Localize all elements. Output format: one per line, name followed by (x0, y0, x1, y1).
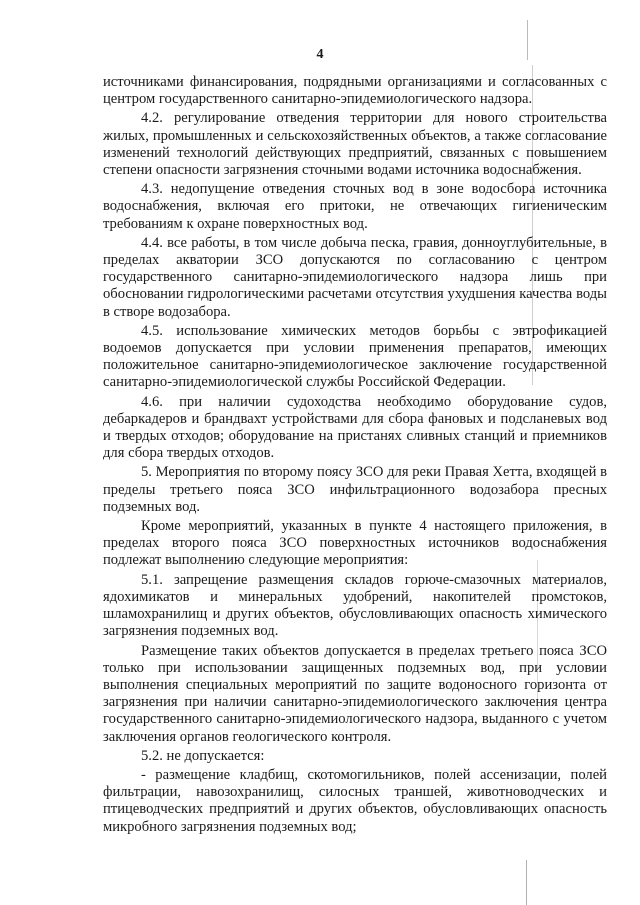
paragraph: 5.2. не допускается: (141, 747, 265, 764)
scan-artifact-line (526, 860, 527, 905)
paragraph: 4.2. регулирование отведения территории для нового строительства жилых, промышленных и сельскохозяйственных объектов, а также согласование изменений технологий действующих предприятий, связанных с повышением степени опасности загрязнения сточными водами источника водоснабжения. (103, 110, 607, 179)
page-number: 4 (316, 47, 324, 62)
paragraph: 4.4. все работы, в том числе добыча песка, гравия, донноуглубительные, в пределах акватории ЗСО допускаются по согласованию с центром государственного санитарно-эпидемиологического надзора лишь при обосновании гидрологическими расчетами отсутствия ухудшения качества воды в створе водозабора. (103, 234, 607, 320)
paragraph: источниками финансирования, подрядными организациями и согласованных с центром государственного санитарно-эпидемиологического надзора. (103, 74, 607, 108)
paragraph: 4.5. использование химических методов борьбы с эвтрофикацией водоемов допускается при условии применения препаратов, имеющих положительное санитарно-эпидемиологическое заключение государственной санитарно-эпидемиологической службы Российской Федерации. (103, 322, 607, 391)
paragraph: Кроме мероприятий, указанных в пункте 4 настоящего приложения, в пределах второго пояса ЗСО поверхностных источников водоснабжения подлежат выполнению следующие мероприятия: (103, 518, 607, 569)
document-body (103, 74, 607, 838)
paragraph: 4.3. недопущение отведения сточных вод в зоне водосбора источника водоснабжения, включая его притоки, не отвечающих гигиеническим требованиям к охране поверхностных вод. (103, 181, 607, 232)
paragraph: 5. Мероприятия по второму поясу ЗСО для реки Правая Хетта, входящей в пределы третьего пояса ЗСО инфильтрационного водозабора пресных подземных вод. (103, 464, 607, 515)
paragraph: - размещение кладбищ, скотомогильников, полей ассенизации, полей фильтрации, навозохранилищ, силосных траншей, животноводческих и птицеводческих предприятий и других объектов, обусловливающих опасность микробного загрязнения подземных вод; (103, 766, 607, 835)
paragraph: 5.1. запрещение размещения складов горюче-смазочных материалов, ядохимикатов и минеральных удобрений, накопителей промстоков, шламохранилищ и других объектов, обусловливающих опасность химического загрязнения подземных вод. (103, 571, 607, 640)
paragraph: Размещение таких объектов допускается в пределах третьего пояса ЗСО только при использовании защищенных подземных вод, при условии выполнения специальных мероприятий по защите водоносного горизонта от загрязнения при наличии санитарно-эпидемиологического заключения центра государственного санитарно-эпидемиологического надзора, выданного с учетом заключения органов геологического контроля. (103, 642, 607, 745)
paragraph: 4.6. при наличии судоходства необходимо оборудование судов, дебаркадеров и брандвахт устройствами для сбора фановых и подсланевых вод и твердых отходов; оборудование на пристанях сливных станций и приемников для сбора твердых отходов. (103, 393, 607, 462)
